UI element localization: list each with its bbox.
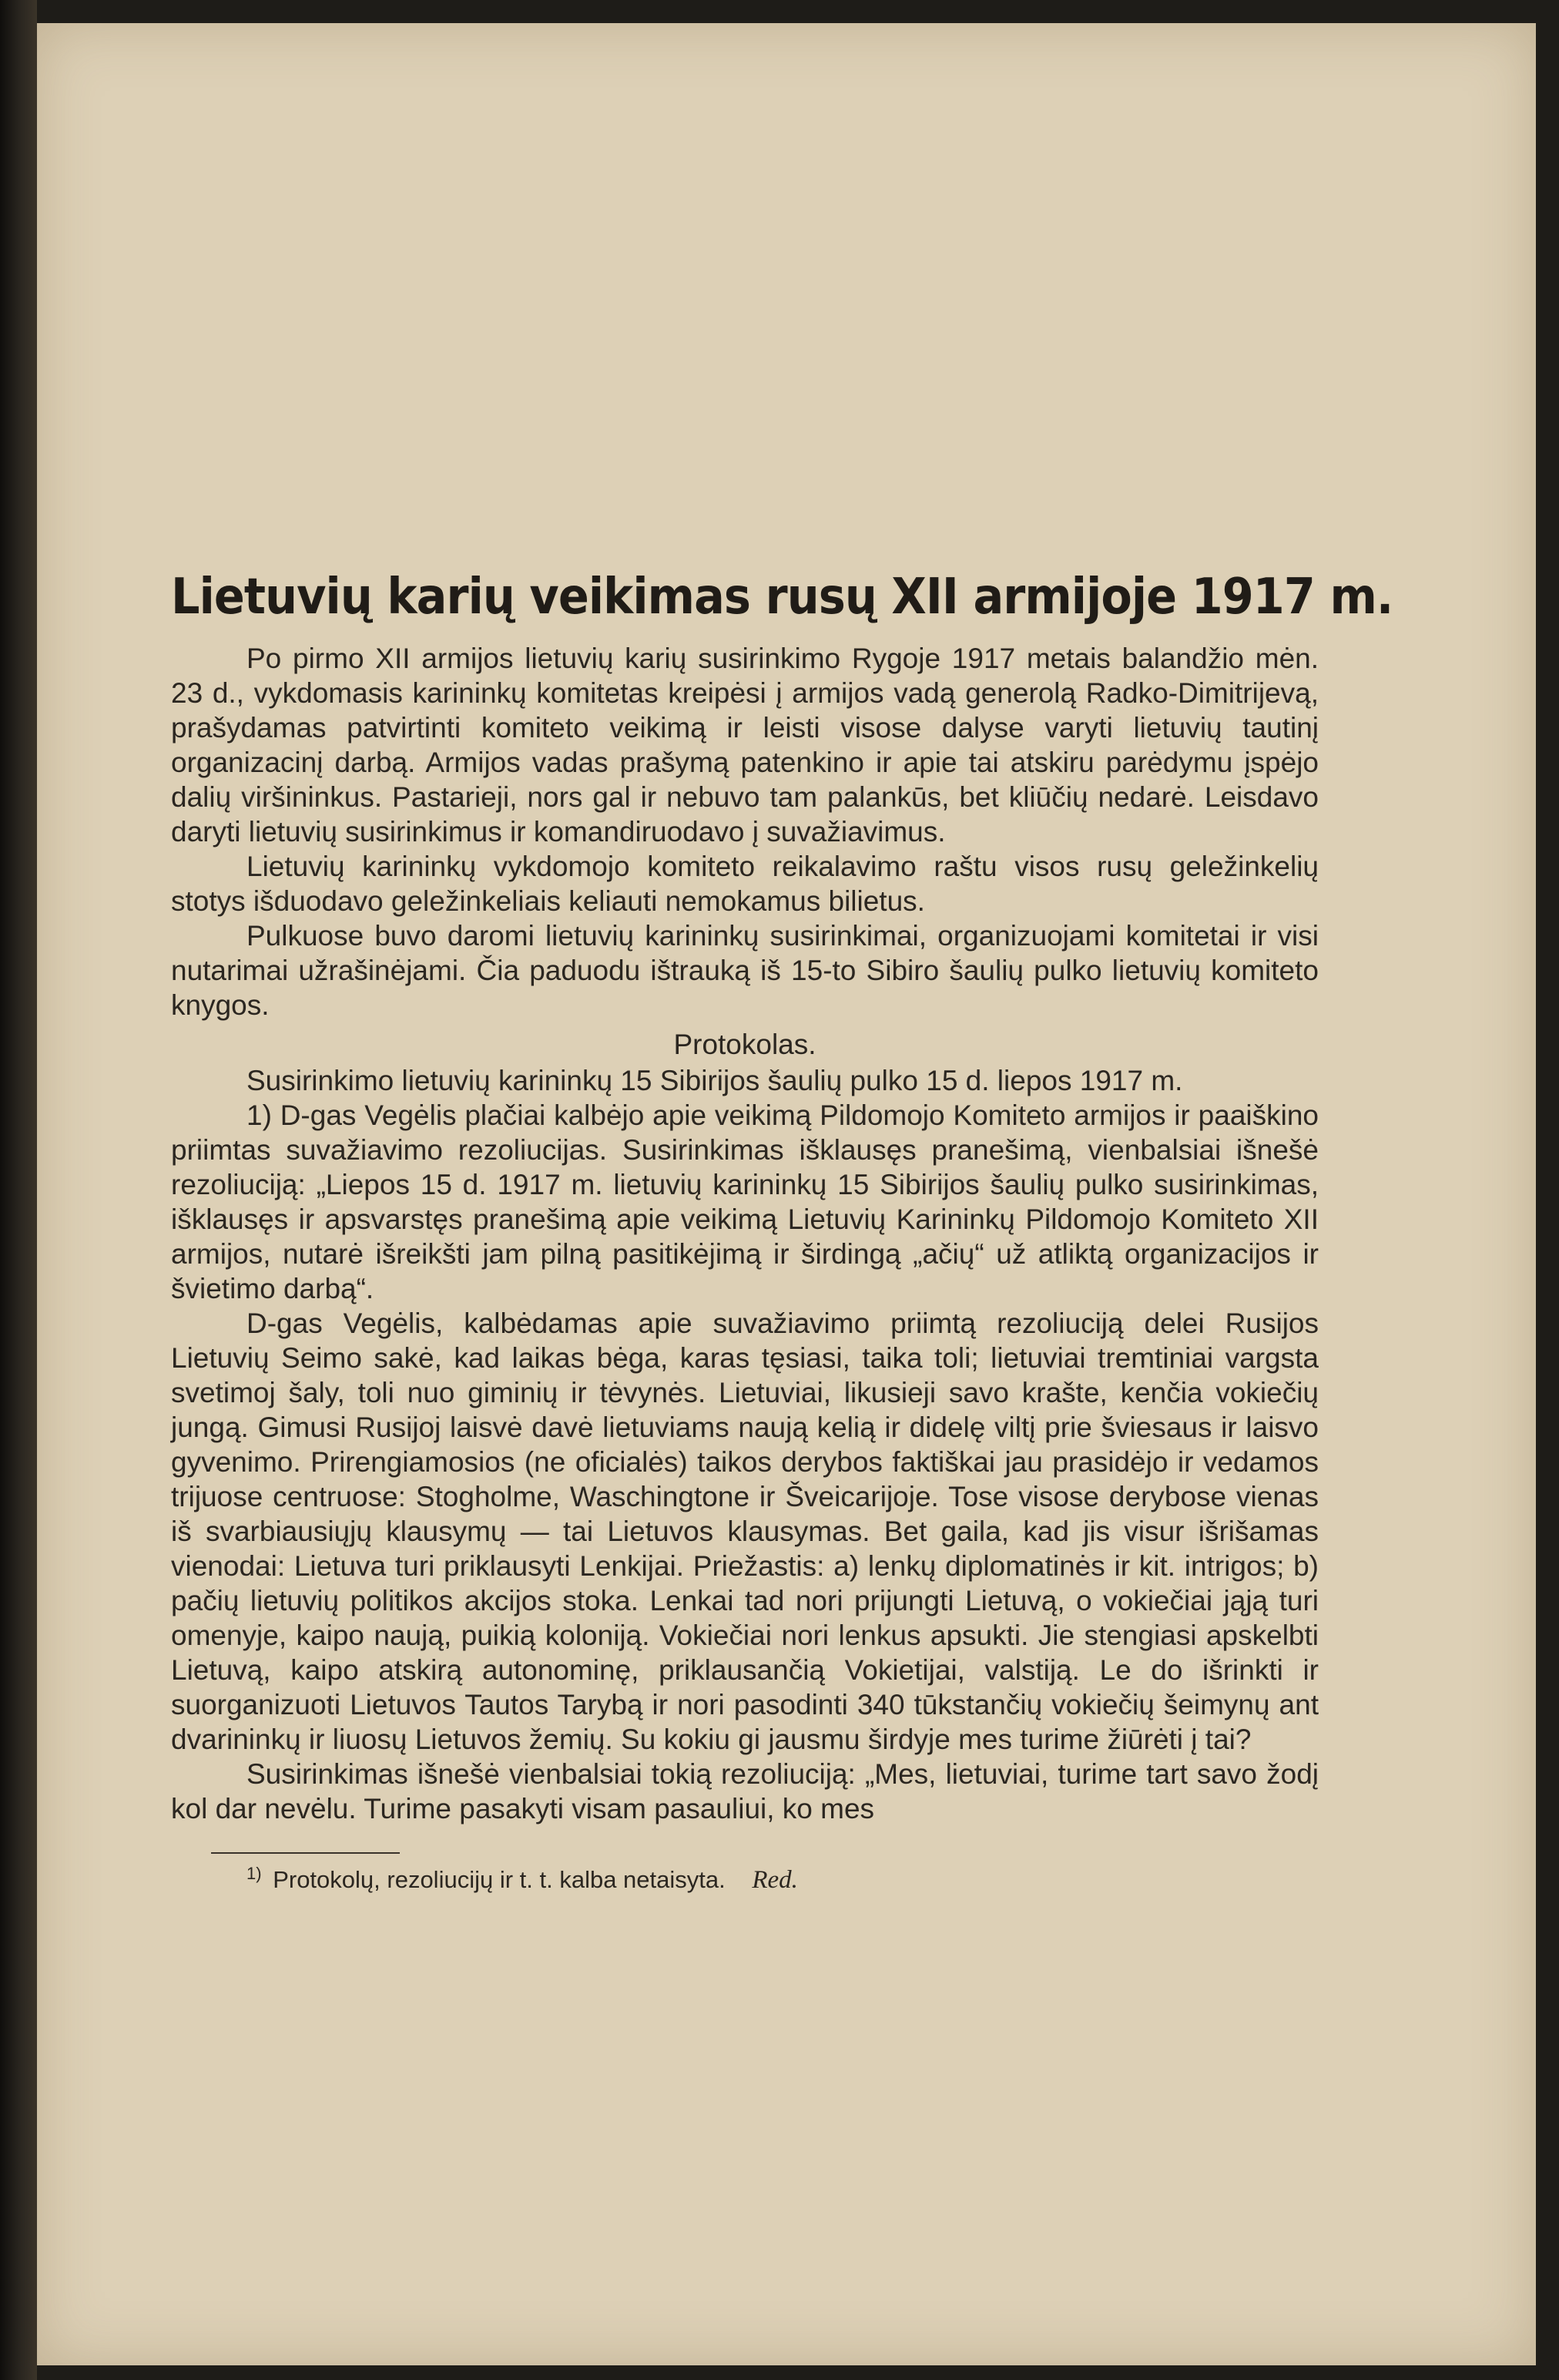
footnote [246,1865,1319,1895]
book-spine-shadow [0,0,37,2380]
paragraph-1: Po pirmo XII armijos lietuvių karių susirinkimo Rygoje 1917 metais balandžio mėn. 23 d., vykdomasis karininkų komitetas kreipėsi į armijos vadą generolą Radko-Dimitrijevą, prašydamas patvirtinti komiteto veikimą ir leisti visose dalyse varyti lietuvių tautinį organizacinį darbą. Armijos vadas prašymą patenkino ir apie tai atskiru parėdymu įspėjo dalių viršininkus. Pastarieji, nors gal ir nebuvo tam palankūs, bet kliūčių nedarė. Leisdavo daryti lietuvių susirinkimus ir komandiruodavo į suvažiavimus. [171,643,1319,848]
protocol-heading: Protokolas. [673,1029,816,1061]
paragraph-2: Lietuvių karininkų vykdomojo komiteto reikalavimo raštu visos rusų geležinkelių stotys išduodavo geležinkeliais keliauti nemokamus bilietus. [171,851,1319,918]
paragraph-resolution: Susirinkimas išnešė vienbalsiai tokią rezoliuciją: „Mes, lietuviai, turime tart savo žodį kol dar nevėlu. Turime pasakyti visam pasauliui, ko mes [171,1758,1319,1825]
paragraph-vegelis-speech: D-gas Vegėlis, kalbėdamas apie suvažiavimo priimtą rezoliuciją delei Rusijos Lietuvių Seimo sakė, kad laikas bėga, karas tęsiasi, taika toli; lietuviai tremtiniai vargsta svetimoj šaly, toli nuo giminių ir tėvynės. Lietuviai, likusieji savo krašte, kenčia vokiečių jungą. Gimusi Rusijoj laisvė davė lietuviams naują kelią ir didelę viltį prie šviesaus ir laisvo gyvenimo. Prirengiamosios (ne oficialės) taikos derybos faktiškai jau prasidėjo ir vedamos trijuose centruose: Stogholme, Waschingtone ir Šveicarijoje. Tose visose derybose vienas iš svarbiausiųjų klausymų — tai Lietuvos klausymas. Bet gaila, kad jis visur išrišamas vienodai: Lietuva turi priklausyti Lenkijai. Priežastis: a) lenkų diplomatinės ir kit. intrigos; b) pačių lietuvių politikos akcijos stoka. Lenkai tad nori prijungti Lietuvą, o vokiečiai jąją turi omenyje, kaipo naują, puikią koloniją. Vokiečiai nori lenkus apsukti. Jie stengiasi apskelbti Lietuvą, kaipo atskirą autonominę, priklausančią Vokietijai, valstiją. Le do išrinkti ir suorganizuoti Lietuvos Tautos Tarybą ir nori pasodinti 340 tūkstančių vokiečių šeimynų ant dvarininkų ir liuosų Lietuvos žemių. Su kokiu gi jausmu širdyje mes turime žiūrėti į tai? [171,1307,1319,1756]
editor-signature: Red. [752,1866,798,1895]
paragraph-meeting: Susirinkimo lietuvių karininkų 15 Sibirijos šaulių pulko 15 d. liepos 1917 m. [246,1065,1183,1097]
article [171,569,1393,1895]
footnote-text: Protokolų, rezoliucijų ir t. t. kalba netaisyta. [273,1866,726,1894]
footnote-divider [211,1852,400,1854]
footnote-mark: 1) [246,1864,262,1884]
paragraph-3: Pulkuose buvo daromi lietuvių karininkų susirinkimai, organizuojami komitetai ir visi nutarimai užrašinėjami. Čia paduodu ištrauką iš 15-to Sibiro šaulių pulko lietuvių komiteto knygos. [171,920,1319,1022]
article-title: Lietuvių karių veikimas rusų XII armijoje 1917 m. [171,569,1393,626]
paragraph-point-1: 1) D-gas Vegėlis plačiai kalbėjo apie veikimą Pildomojo Komiteto armijos ir paaiškino priimtas suvažiavimo rezoliucijas. Susirinkimas išklausęs pranešimą, vienbalsiai išnešė rezoliuciją: „Liepos 15 d. 1917 m. lietuvių karininkų 15 Sibirijos šaulių pulko susirinkimas, išklausęs ir apsvarstęs pranešimą apie veikimą Lietuvių Karininkų Pildomojo Komiteto XII armijos, nutarė išreikšti jam pilną pasitikėjimą ir širdingą „ačių“ už atliktą organizacijos ir švietimo darbą“. [171,1099,1319,1305]
